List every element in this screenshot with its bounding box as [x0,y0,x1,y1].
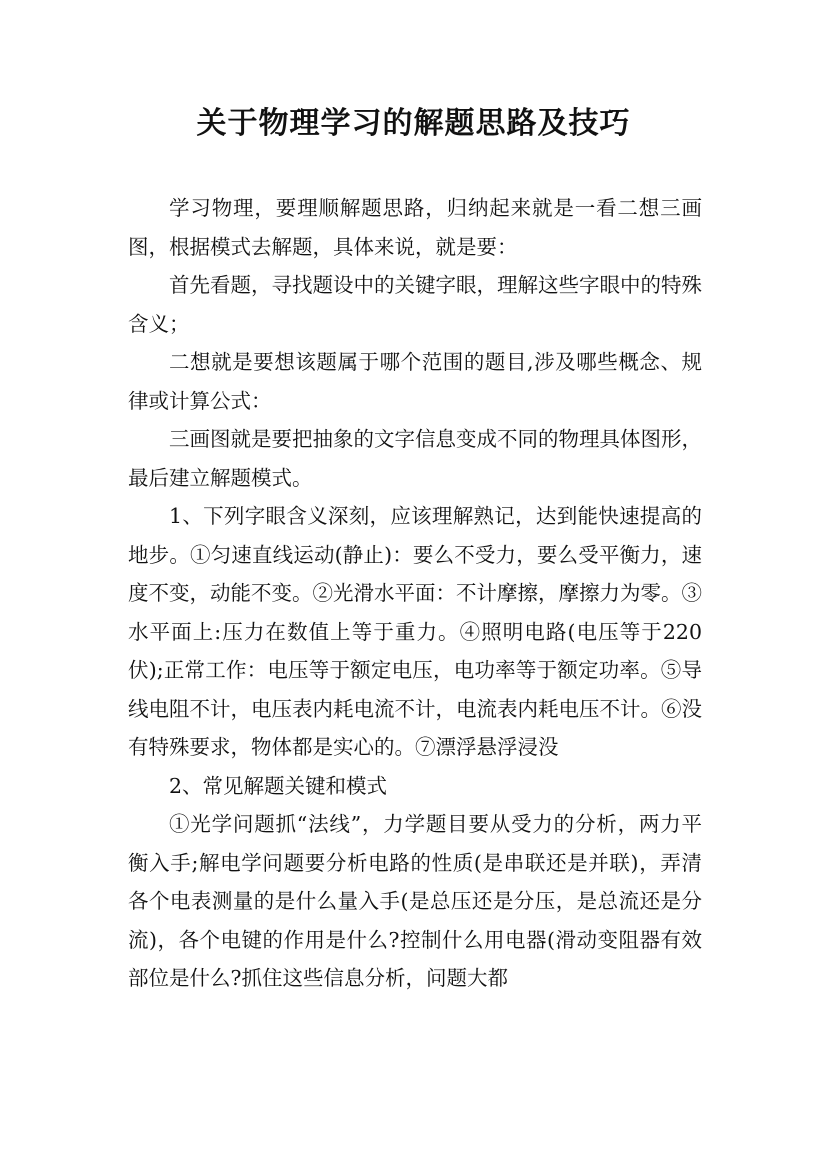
document-body [128,189,702,998]
paragraph-section-heading: 2、常见解题关键和模式 [169,773,388,798]
paragraph-step-look: 首先看题，寻找题设中的关键字眼，理解这些字眼中的特殊含义； [128,273,702,336]
paragraph-solving-patterns: ①光学问题抓“法线”，力学题目要从受力的分析，两力平衡入手;解电学问题要分析电路的性质(是串联还是并联)，弄清各个电表测量的是什么量入手(是总压还是分压，是总流还是分流)，各个电键的作用是什么?控制什么用电器(滑动变阻器有效部位是什么?抓住这些信息分析，问题大都 [128,812,702,990]
paragraph-key-terms: 1、下列字眼含义深刻，应该理解熟记，达到能快速提高的地步。①匀速直线运动(静止)：要么不受力，要么受平衡力，速度不变，动能不变。②光滑水平面：不计摩擦，摩擦力为零。③水平面上:压力在数值上等于重力。④照明电路(电压等于220伏);正常工作：电压等于额定电压，电功率等于额定功率。⑤导线电阻不计，电压表内耗电流不计，电流表内耗电压不计。⑥没有特殊要求，物体都是实心的。⑦漂浮悬浮浸没 [128,504,702,759]
paragraph-step-think: 二想就是要想该题属于哪个范围的题目,涉及哪些概念、规律或计算公式： [128,350,702,413]
paragraph-intro: 学习物理，要理顺解题思路，归纳起来就是一看二想三画图，根据模式去解题，具体来说，就是要： [128,196,702,259]
document-title: 关于物理学习的解题思路及技巧 [196,106,631,141]
paragraph-step-draw: 三画图就是要把抽象的文字信息变成不同的物理具体图形，最后建立解题模式。 [128,427,702,490]
